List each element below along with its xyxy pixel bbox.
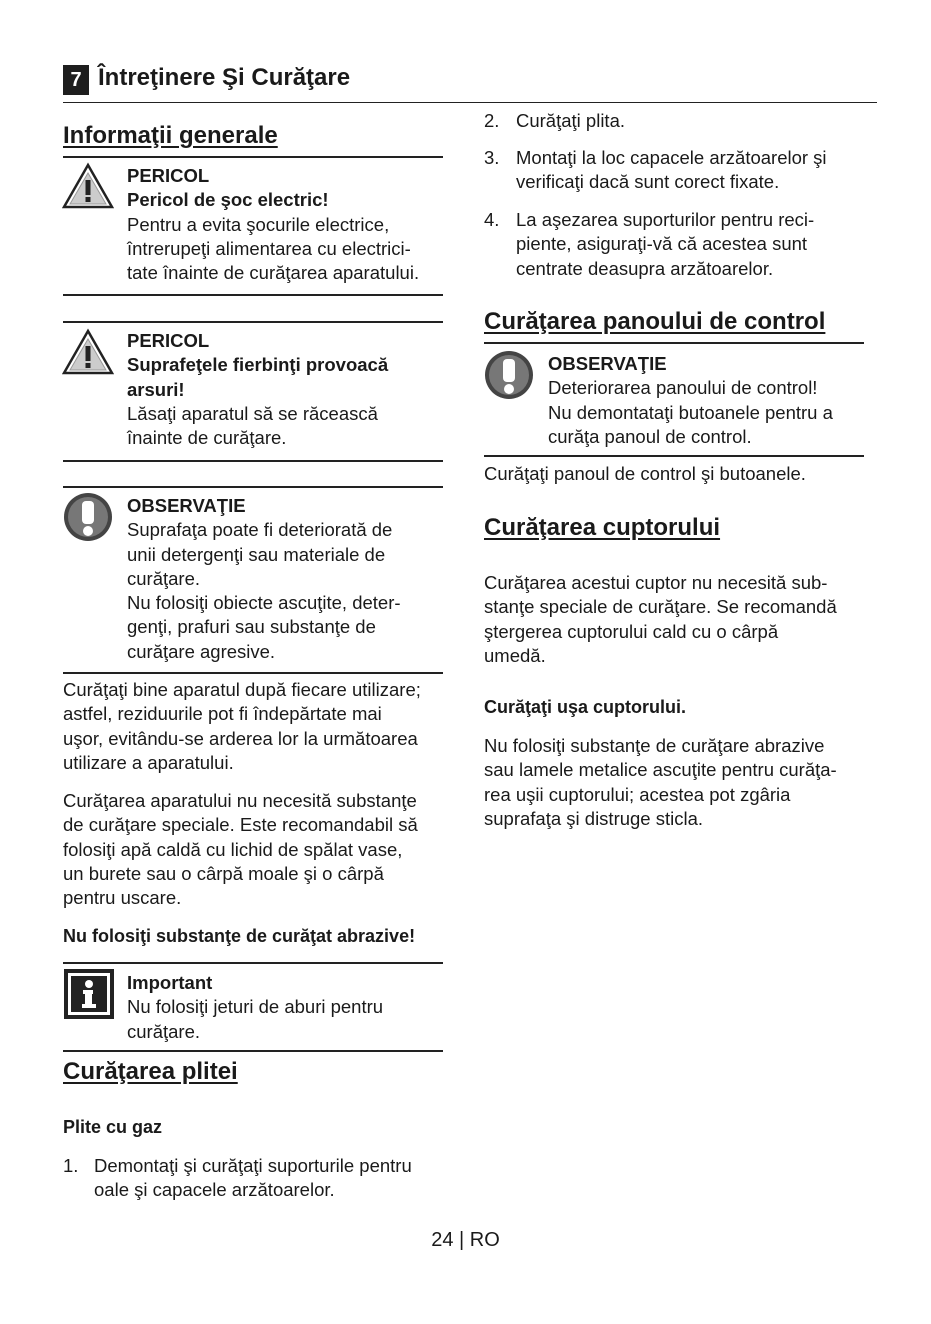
danger-title: PERICOL <box>127 330 210 351</box>
chapter-divider <box>63 102 877 103</box>
chapter-title: Întreţinere Şi Curăţare <box>98 64 351 91</box>
gas-hobs-heading: Plite cu gaz <box>63 1117 163 1137</box>
text-line: oale şi capacele arzătoarelor. <box>94 1179 335 1201</box>
step-number: 2. <box>484 110 500 131</box>
step-number: 3. <box>484 147 500 168</box>
note-text-line: curăţa panoul de control. <box>548 425 752 447</box>
danger-text-line: tate înainte de curăţarea aparatului. <box>127 262 420 284</box>
danger-subtitle: arsuri! <box>127 378 185 400</box>
info-icon <box>63 968 115 1020</box>
divider <box>63 294 443 296</box>
paragraph <box>484 734 837 831</box>
note-text-line: curăţare. <box>127 567 201 589</box>
oven-cleaning-heading: Curăţarea cuptorului <box>484 514 721 541</box>
danger-text-line: înainte de curăţare. <box>127 427 287 449</box>
paragraph <box>63 678 421 775</box>
text-line: Curăţarea aparatului nu necesită substanţe <box>63 790 417 811</box>
text-line: rea uşii cuptorului; acestea pot zgâria <box>484 783 791 805</box>
text-line: stanţe speciale de curăţare. Se recomandă <box>484 596 837 618</box>
important-text-line: curăţare. <box>127 1020 201 1042</box>
exclamation-circle-icon <box>483 349 535 401</box>
step-number: 4. <box>484 209 500 230</box>
text-line: un burete sau o cârpă moale şi o cârpă <box>63 862 384 884</box>
step-text <box>516 208 814 281</box>
paragraph <box>63 789 418 910</box>
step-text <box>516 109 625 133</box>
text-line: utilizare a aparatului. <box>63 751 234 773</box>
oven-door-heading: Curăţaţi uşa cuptorului. <box>484 697 687 717</box>
text-line: Nu folosiţi substanţe de curăţare abrazive <box>484 735 825 756</box>
danger-title: PERICOL <box>127 165 210 186</box>
text-line: Curăţarea acestui cuptor nu necesită sub- <box>484 572 828 593</box>
note-title: OBSERVAŢIE <box>127 495 246 516</box>
note-text-line: Nu demontataţi butoanele pentru a <box>548 401 833 423</box>
important-title: Important <box>127 972 213 993</box>
danger-subtitle: Suprafeţele fierbinţi provoacă <box>127 354 389 376</box>
text-line: centrate deasupra arzătoarelor. <box>516 257 774 279</box>
exclamation-circle-icon <box>62 491 114 543</box>
text-line: de curăţare speciale. Este recomandabil să <box>63 814 418 836</box>
control-panel-heading: Curăţarea panoului de control <box>484 308 826 335</box>
warning-triangle-icon <box>62 328 114 376</box>
text-line: astfel, reziduurile pot fi îndepărtate mai <box>63 703 382 725</box>
danger-text-line: Lăsaţi aparatul să se răcească <box>127 402 378 424</box>
text-line: folosiţi apă caldă cu lichid de spălat vase, <box>63 838 403 860</box>
note-text-line: Nu folosiţi obiecte ascuţite, deter- <box>127 592 401 614</box>
danger-text-line: întrerupeţi alimentarea cu electrici- <box>127 237 411 259</box>
warning-triangle-icon <box>62 162 114 210</box>
divider <box>484 455 864 457</box>
chapter-number-badge: 7 <box>63 65 89 95</box>
divider <box>63 460 443 462</box>
divider <box>63 486 443 488</box>
step-number: 1. <box>63 1155 79 1176</box>
divider <box>63 321 443 323</box>
text-line: Demontaţi şi curăţaţi suporturile pentru <box>94 1155 412 1176</box>
divider <box>63 672 443 674</box>
note-text-line: Suprafaţa poate fi deteriorată de <box>127 519 393 541</box>
note-text-line: curăţare agresive. <box>127 640 276 662</box>
text-line: umedă. <box>484 644 546 666</box>
divider <box>63 156 443 158</box>
note-title: OBSERVAŢIE <box>548 353 667 374</box>
important-text-line: Nu folosiţi jeturi de aburi pentru <box>127 996 384 1018</box>
general-info-heading: Informaţii generale <box>63 122 278 149</box>
divider <box>63 1050 443 1052</box>
note-text-line: Deteriorarea panoului de control! <box>548 377 818 399</box>
step-text <box>516 146 827 195</box>
text-line: piente, asiguraţi-vă că acestea sunt <box>516 233 808 255</box>
text-line: suprafaţa şi distruge sticla. <box>484 807 704 829</box>
divider <box>484 342 864 344</box>
hob-cleaning-heading: Curăţarea plitei <box>63 1058 238 1085</box>
abrasive-warning: Nu folosiţi substanţe de curăţat abrazive! <box>63 926 416 946</box>
paragraph <box>484 571 837 668</box>
divider <box>63 962 443 964</box>
text-line: Curăţaţi plita. <box>516 110 625 131</box>
text-line: Montaţi la loc capacele arzătoarelor şi <box>516 147 827 168</box>
note-text-line: genţi, prafuri sau substanţe de <box>127 616 376 638</box>
danger-subtitle: Pericol de şoc electric! <box>127 189 329 211</box>
text-line: uşor, evitându-se arderea lor la următoarea <box>63 727 418 749</box>
text-line: ştergerea cuptorului cald cu o cârpă <box>484 620 779 642</box>
step-text <box>94 1154 412 1203</box>
text-line: pentru uscare. <box>63 887 182 909</box>
text-line: Curăţaţi bine aparatul după fiecare utilizare; <box>63 679 421 700</box>
page-number: 24 | RO <box>431 1229 500 1251</box>
text-line: sau lamele metalice ascuţite pentru curăţa- <box>484 759 837 781</box>
text-line: verificaţi dacă sunt corect fixate. <box>516 171 780 193</box>
note-text-line: unii detergenţi sau materiale de <box>127 543 386 565</box>
text-line: La aşezarea suporturilor pentru reci- <box>516 209 815 230</box>
danger-text-line: Pentru a evita şocurile electrice, <box>127 213 390 235</box>
control-panel-text: Curăţaţi panoul de control şi butoanele. <box>484 463 806 484</box>
